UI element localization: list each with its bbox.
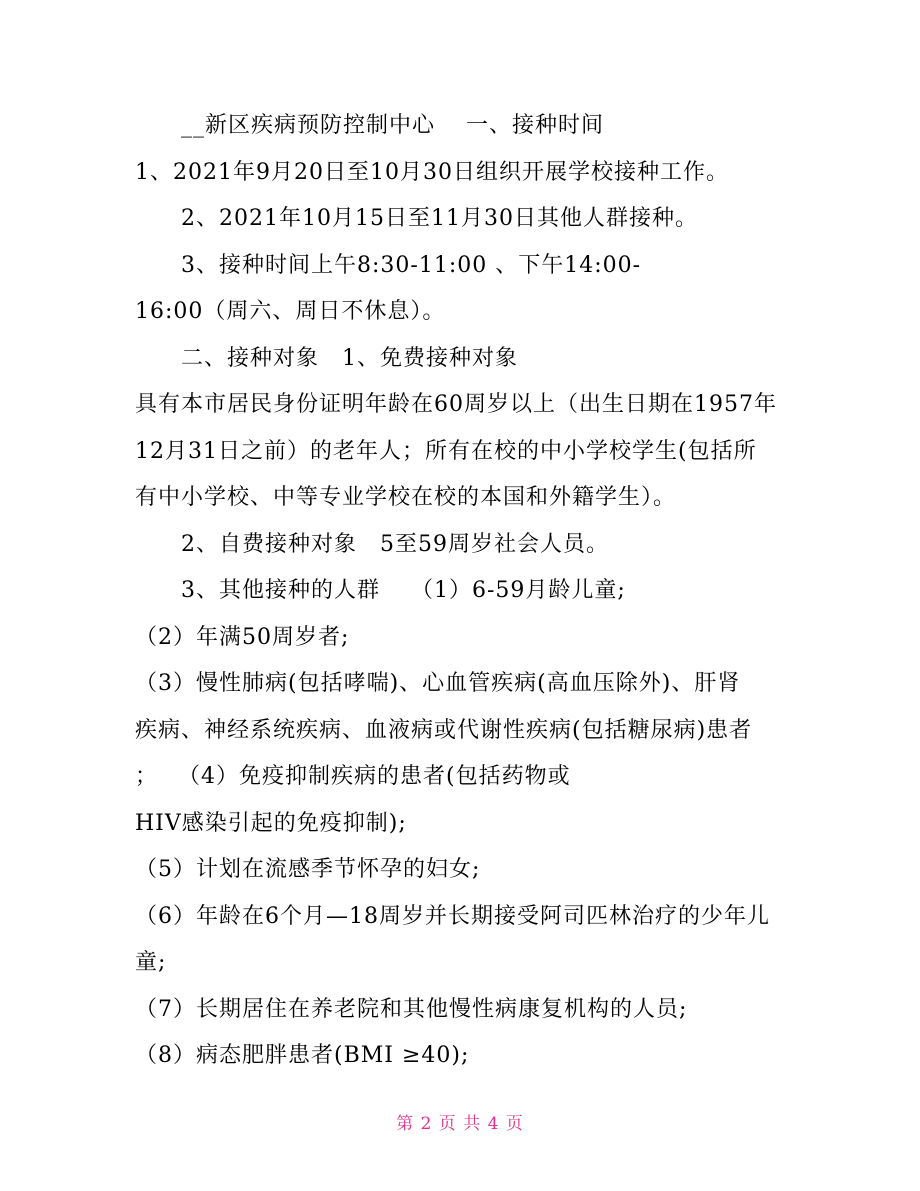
paragraph-line: 具有本市居民身份证明年龄在60周岁以上（出生日期在1957年 [135,392,777,417]
list-item-line: （6）年龄在6个月—18周岁并长期接受阿司匹林治疗的少年儿 [135,904,770,929]
list-item-line: 童; [135,950,167,975]
paragraph-line: 2、自费接种对象 5至59周岁社会人员。 [181,532,609,557]
list-item-line: （8）病态肥胖患者(BMI ≥40); [135,1043,470,1068]
paragraph-line: 2、2021年10月15日至11月30日其他人群接种。 [181,206,698,231]
list-item-line: （7）长期居住在养老院和其他慢性病康复机构的人员; [135,997,688,1022]
section-heading-line: 二、接种对象 1、免费接种对象 [181,346,518,371]
list-item-line: ； （4）免疫抑制疾病的患者(包括药物或 [135,764,571,789]
paragraph-line: 12月31日之前）的老年人；所有在校的中小学校学生(包括所 [135,439,757,464]
list-item-line: 疾病、神经系统疾病、血液病或代谢性疾病(包括糖尿病)患者 [135,718,753,743]
org-heading-line: __新区疾病预防控制中心 一、接种时间 [181,113,604,138]
paragraph-line: 16:00（周六、周日不休息）。 [135,299,446,324]
paragraph-line: 有中小学校、中等专业学校在校的本国和外籍学生）。 [135,485,677,510]
list-item-line: （3）慢性肺病(包括哮喘)、心血管疾病(高血压除外)、肝肾 [135,671,741,696]
paragraph-line: 1、2021年9月20日至10月30日组织开展学校接种工作。 [135,160,729,185]
list-item-line: （2）年满50周岁者; [135,625,350,650]
paragraph-line: 3、其他接种的人群 （1）6-59月龄儿童; [181,578,626,603]
list-item-line: HIV感染引起的免疫抑制); [135,811,407,836]
page-number-footer: 第 2 页 共 4 页 [396,1114,524,1134]
paragraph-line: 3、接种时间上午8:30-11:00 、下午14:00- [181,253,642,278]
list-item-line: （5）计划在流感季节怀孕的妇女; [135,857,481,882]
